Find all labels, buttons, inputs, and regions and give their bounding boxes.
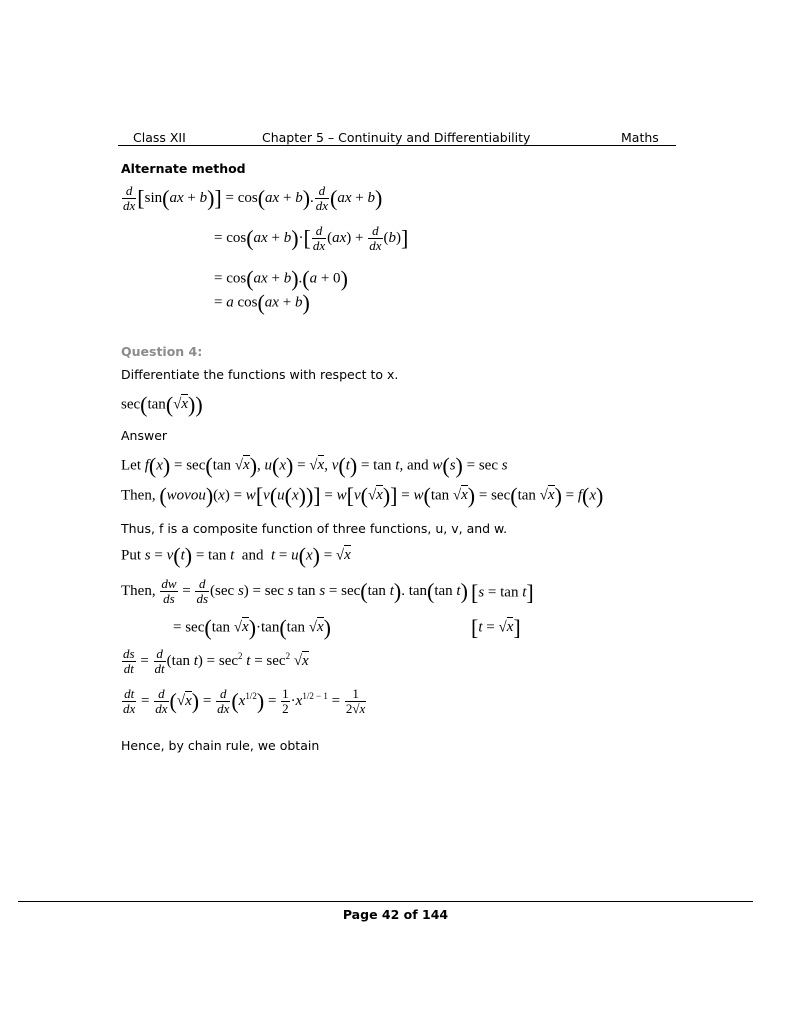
equation-put: Put s = v(t) = tan t and t = u(x) = √x	[121, 543, 351, 568]
footer-rule	[18, 901, 753, 902]
header-chapter: Chapter 5 – Continuity and Differentiability	[262, 130, 531, 145]
equation-alt-4: = a cos(ax + b)	[214, 290, 310, 315]
equation-let: Let f(x) = sec(tan √x), u(x) = √x, v(t) = tan t, and w(s) = sec s	[121, 453, 508, 478]
equation-then: Then, (wovou)(x) = w[v(u(x))] = w[v(√x)] = w(tan √x) = sec(tan √x) = f(x)	[121, 483, 604, 508]
equation-alt-2: = cos(ax + b)·[ $\frac{d}{dx}$ (ax) + $\frac{d}{dx}$ (b)]	[214, 223, 409, 253]
question-label: Question 4:	[121, 344, 203, 359]
composite-text: Thus, f is a composite function of three functions, u, v, and w.	[121, 521, 508, 536]
question-function: sec(tan(√x))	[121, 392, 203, 417]
header-rule	[118, 145, 676, 146]
answer-label: Answer	[121, 428, 168, 443]
equation-dt-dx: $\frac{dt}{dx}$ = $\frac{d}{dx}$ (√x) = $\frac{d}{dx}$ $(x^{1/2})$ = $\frac{1}{2}$ $\cdot x^{1/2 - 1}$ = $\frac{1}{2√x}$	[123, 686, 366, 716]
question-text: Differentiate the functions with respect to x.	[121, 367, 399, 382]
note-t-equals: [t = √x]	[471, 615, 521, 640]
alternate-method-heading: Alternate method	[121, 161, 246, 176]
equation-alt-3: = cos(ax + b).(a + 0)	[214, 266, 348, 291]
page-number: Page 42 of 144	[342, 907, 449, 922]
equation-dw-ds: Then, $\frac{dw}{ds}$ = $\frac{d}{ds}$ (sec s) = sec s tan s = sec(tan t). tan(tan t)	[121, 576, 468, 606]
header-class: Class XII	[133, 130, 186, 145]
equation-alt-1: $\frac{d}{dx}$ [sin(ax + b)] = cos(ax + b). $\frac{d}{dx}$ (ax + b)	[123, 183, 383, 213]
note-s-equals: [s = tan t]	[471, 580, 534, 605]
equation-ds-dt: $\frac{ds}{dt}$ = $\frac{d}{dt}$ (tan $t) = \sec^2 t = \sec^2 √x$	[123, 646, 309, 676]
header-subject: Maths	[621, 130, 659, 145]
equation-dw-ds-2: = sec(tan √x)·tan(tan √x)	[173, 615, 331, 640]
chain-rule-text: Hence, by chain rule, we obtain	[121, 738, 320, 753]
